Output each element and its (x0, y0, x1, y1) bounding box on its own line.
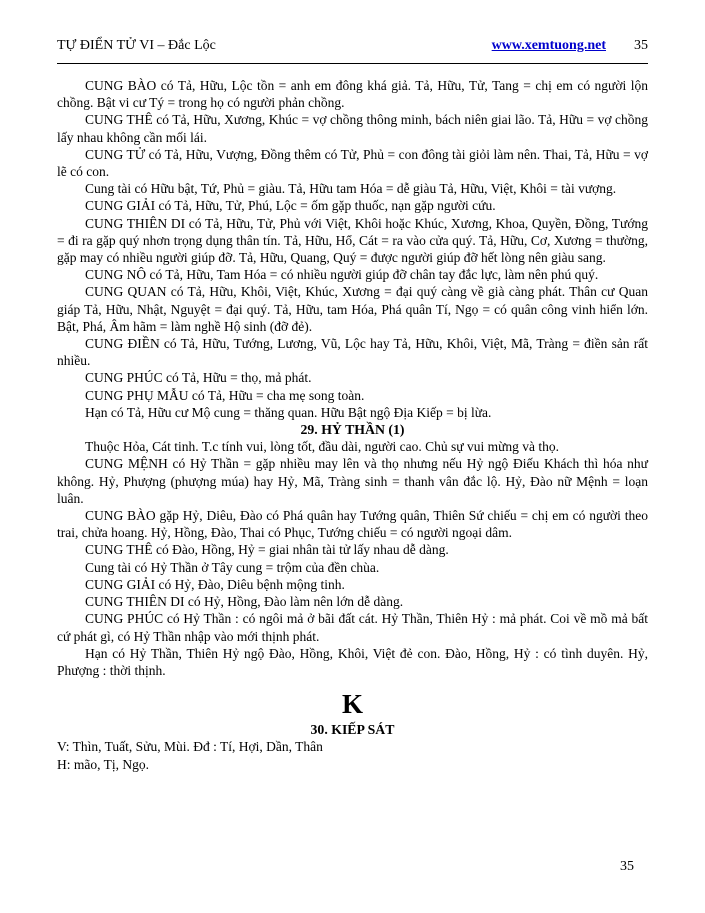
paragraph: CUNG BÀO có Tả, Hữu, Lộc tồn = anh em đông khá giả. Tả, Hữu, Tử, Tang = chị em có người lộn chồng. Bật vi cư Tý = trong họ có người phản chồng. (57, 78, 648, 111)
document-body (57, 77, 648, 774)
paragraph: CUNG BÀO gặp Hỷ, Diêu, Đào có Phá quân hay Tướng quân, Thiên Sứ chiếu = chị em có người theo trai, chửa hoang. Hỷ, Hồng, Đào, Thai có Phục, Tướng chiếu = có người ngoại dâm. (57, 508, 648, 541)
paragraph: CUNG GIẢI có Tả, Hữu, Tử, Phú, Lộc = ốm gặp thuốc, nạn gặp người cứu. (85, 198, 496, 214)
section-heading-hy-than: 29. HỶ THẦN (1) (300, 422, 405, 438)
paragraph: CUNG PHỤ MẪU có Tả, Hữu = cha mẹ song toàn. (85, 387, 365, 403)
footer-page-number: 35 (620, 859, 634, 874)
header-right (492, 38, 648, 54)
letter-divider-k: K (341, 689, 363, 720)
paragraph: CUNG THÊ có Tả, Hữu, Xương, Khúc = vợ chồng thông minh, bách niên giai lão. Tả, Hữu = vợ chồng lấy nhau không cần mối lái. (57, 112, 648, 145)
paragraph: CUNG PHÚC có Tả, Hữu = thọ, mả phát. (85, 370, 312, 386)
website-link[interactable]: www.xemtuong.net (491, 38, 606, 53)
paragraph: Hạn có Tả, Hữu cư Mộ cung = thăng quan. Hữu Bật ngộ Địa Kiếp = bị lừa. (85, 404, 492, 420)
paragraph: CUNG TỬ có Tả, Hữu, Vượng, Đồng thêm có Tử, Phủ = con đông tài giỏi làm nên. Thai, Tả, Hữu = vợ lẽ có con. (57, 146, 648, 180)
kiep-sat-line: V: Thìn, Tuất, Sửu, Mùi. Đđ : Tí, Hợi, Dần, Thân (57, 739, 323, 755)
paragraph: CUNG PHÚC có Hỷ Thần : có ngôi mả ở bãi đất cát. Hỷ Thần, Thiên Hỷ : mả phát. Coi về mồ mả bất cứ phát gì, có Hỷ Thần nhập vào mới thịnh phát. (57, 611, 648, 644)
paragraph: Cung tài có Hỷ Thần ở Tây cung = trộm của đền chùa. (85, 559, 380, 575)
paragraph: CUNG THIÊN DI có Hỷ, Hồng, Đào làm nên lớn dễ dàng. (85, 594, 404, 610)
header-page-number: 35 (634, 38, 648, 53)
paragraph: CUNG GIẢI có Hỷ, Đào, Diêu bệnh mộng tinh. (85, 576, 345, 592)
section-heading-kiep-sat: 30. KIẾP SÁT (310, 722, 395, 738)
paragraph: CUNG MỆNH có Hỷ Thần = gặp nhiều may lên và thọ nhưng nếu Hỷ ngộ Điếu Khách thì hóa như không. Hỷ, Phượng (phượng múa) hay Hỷ, Mã, Tràng sinh = thanh vân đắc lộ. Hỷ, Đào nữ Mệnh = loạn luân. (57, 456, 648, 506)
page-header (57, 38, 648, 54)
paragraph: CUNG ĐIỀN có Tả, Hữu, Tướng, Lương, Vũ, Lộc hay Tả, Hữu, Khôi, Việt, Mã, Tràng = điền sản rất nhiều. (57, 336, 648, 369)
paragraph: CUNG THÊ có Đào, Hồng, Hỷ = giai nhân tài tử lấy nhau dễ dàng. (85, 542, 449, 558)
paragraph: Thuộc Hỏa, Cát tinh. T.c tính vui, lòng tốt, đầu dài, người cao. Chủ sự vui mừng và thọ. (85, 439, 560, 455)
paragraph: Cung tài có Hữu bật, Tứ, Phủ = giàu. Tả, Hữu tam Hóa = dễ giàu Tả, Hữu, Việt, Khôi = tài vượng. (85, 181, 617, 197)
paragraph: CUNG QUAN có Tả, Hữu, Khôi, Việt, Khúc, Xương = đại quý càng về già càng phát. Thân cư Quan giáp Tả, Hữu, Nhật, Nguyệt = đại quý. Tả, Hữu, tam Hóa, Phá quân Tí, Ngọ = có quân công vinh hiển lớn. Bật, Phá, Âm hãm = làm nghề Hộ sinh (đỡ đẻ). (57, 284, 648, 334)
book-title: TỰ ĐIỂN TỬ VI – Đắc Lộc (57, 38, 216, 53)
kiep-sat-line: H: mão, Tị, Ngọ. (57, 757, 149, 773)
header-divider (57, 63, 648, 64)
paragraph: CUNG NÔ có Tả, Hữu, Tam Hóa = có nhiều người giúp đỡ chân tay đắc lực, làm nên phú quý. (85, 267, 599, 283)
paragraph: Hạn có Hỷ Thần, Thiên Hỷ ngộ Đào, Hồng, Khôi, Việt đẻ con. Đào, Hồng, Hỷ : có tình duyên. Hỷ, Phượng : thời thịnh. (57, 645, 648, 678)
paragraph: CUNG THIÊN DI có Tả, Hữu, Tử, Phủ với Việt, Khôi hoặc Khúc, Xương, Khoa, Quyền, Đồng, Tướng = đi ra gặp quý nhơn trọng dụng thân tín. Tả, Hữu, Hổ, Cát = ra vào cửa quý. Tả, Hữu, Cơ, Xương = thường, gặp may có nhiều người giúp đỡ. Tả, Hữu, Quang, Quý = được người giúp đỡ hết lòng nên giàu sang. (57, 215, 648, 266)
